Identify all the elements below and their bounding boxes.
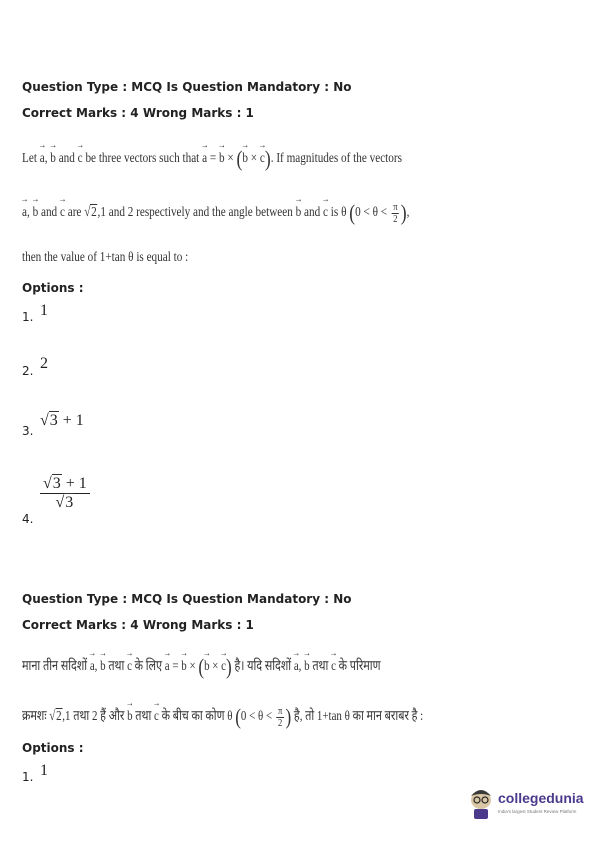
option-value[interactable]: √3 + 1 √3: [40, 475, 90, 512]
question-type-line: Question Type : MCQ Is Question Mandatory : No: [22, 592, 352, 606]
options-label: Options :: [22, 741, 84, 755]
logo-wordmark: collegedunia: [498, 790, 584, 806]
mascot-icon: [468, 786, 494, 820]
option-value[interactable]: 1: [40, 302, 48, 319]
marks-line: Correct Marks : 4 Wrong Marks : 1: [22, 618, 254, 632]
options-label: Options :: [22, 281, 84, 295]
option-number: 1.: [22, 770, 34, 784]
question-stem-line: क्रमशः √2,1 तथा 2 हैं और → b तथा → c के बीच का कोण θ (0 < θ < $\frac{\pi}{2}$ ) है, तो 1+tan θ का मान बराबर है :: [22, 704, 423, 730]
question-stem-line: माना तीन सदिशों → a, → b तथा → c के लिए → a = → b × (→ b × → c) है। यदि सदिशों → a, → b तथा → c के परिमाण: [22, 654, 381, 680]
option-number: 1.: [22, 310, 34, 324]
option-value[interactable]: √3 + 1: [40, 412, 84, 429]
question-stem-line: Let → a, → b and → c be three vectors such that → a = → b × (→ b × → c). If magnitudes of the vectors: [22, 146, 402, 172]
question-stem-line: → a, → b and → c are √2,1 and 2 respectively and the angle between → b and → c is θ (0 < θ < $\frac{\pi}{2}$ ),: [22, 200, 409, 226]
option-value[interactable]: 1: [40, 762, 48, 779]
marks-line: Correct Marks : 4 Wrong Marks : 1: [22, 106, 254, 120]
collegedunia-logo: [468, 786, 584, 826]
option-number: 3.: [22, 424, 34, 438]
question-stem-line: then the value of 1+tan θ is equal to :: [22, 250, 189, 265]
option-number: 2.: [22, 364, 34, 378]
logo-tagline: India's largest Student Review Platform: [498, 809, 577, 814]
option-number: 4.: [22, 512, 34, 526]
option-value[interactable]: 2: [40, 355, 48, 372]
question-type-line: Question Type : MCQ Is Question Mandatory : No: [22, 80, 352, 94]
